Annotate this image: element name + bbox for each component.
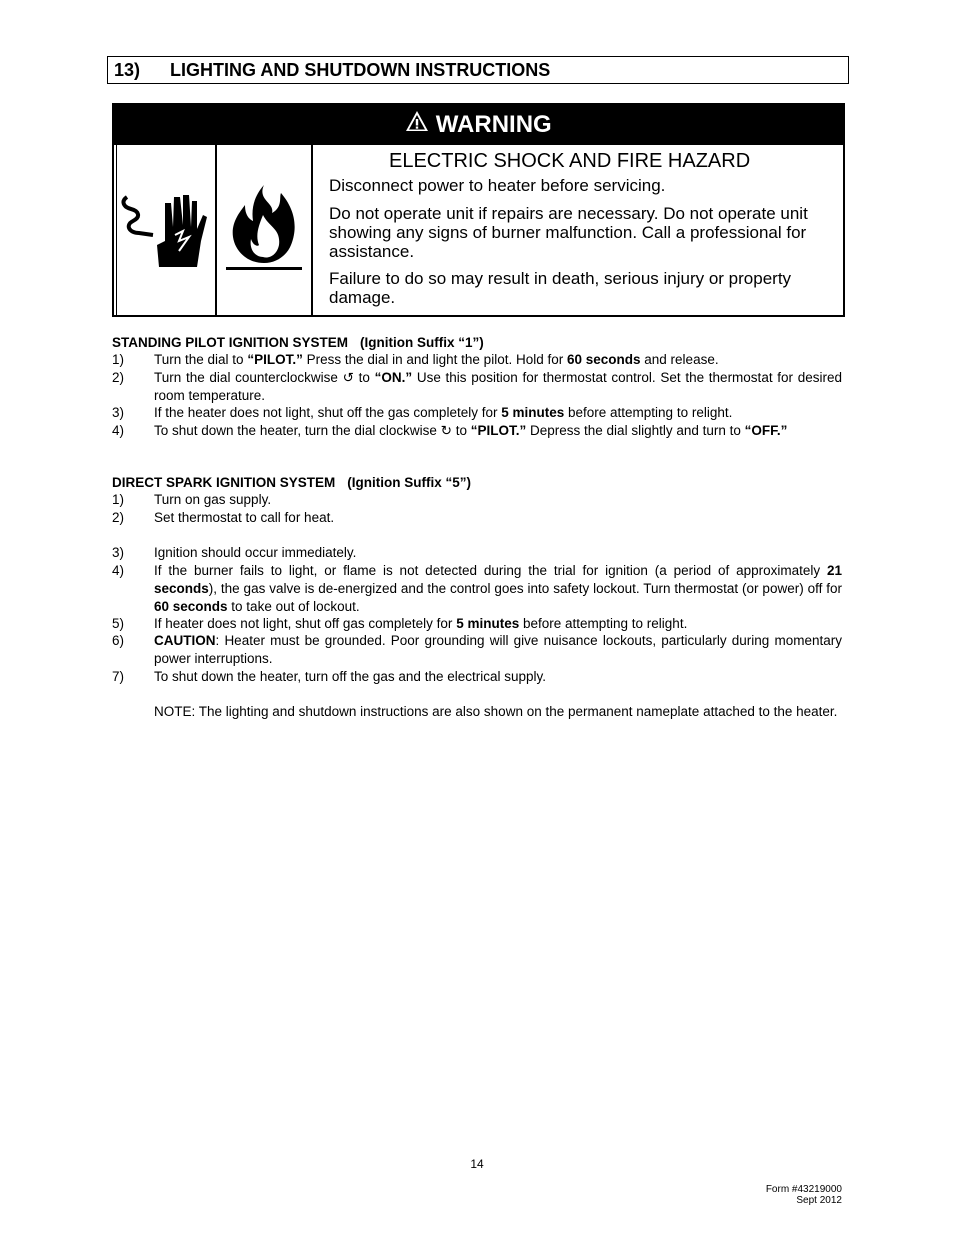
item-number: 6) [112, 633, 125, 648]
form-date: Sept 2012 [796, 1195, 842, 1206]
item-text: Turn the dial counterclockwise ↺ to “ON.” Use this position for thermostat control. Set the thermostat for desired room temperature. [154, 370, 843, 403]
item-text: If the burner fails to light, or flame is not detected during the trial for ignition (a period of approximately 21 seconds), the gas valve is de-energized and the control goes into safety lockout. Turn thermostat (or power) off for 60 seconds to take out of lockout. [154, 563, 842, 614]
item-text: Set thermostat to call for heat. [154, 510, 335, 525]
warning-text [314, 145, 843, 315]
warning-line-2: Do not operate unit if repairs are necessary. Do not operate unit showing any signs of burner malfunction. Call a professional for assistance. [329, 204, 808, 261]
item-text: To shut down the heater, turn off the gas and the electrical supply. [154, 669, 547, 684]
item-number: 4) [112, 423, 125, 438]
item-text: If heater does not light, shut off gas completely for 5 minutes before attempting to relight. [154, 616, 688, 631]
item-number: 3) [112, 405, 125, 420]
item-number: 1) [112, 492, 125, 507]
item-number: 2) [112, 510, 125, 525]
item-number: 5) [112, 616, 125, 631]
note-text: NOTE: The lighting and shutdown instructions are also shown on the permanent nameplate attached to the heater. [154, 704, 838, 719]
shock-icon-cell [116, 145, 217, 315]
warning-triangle-icon [405, 110, 429, 137]
standing-pilot-heading [112, 334, 484, 352]
item-number: 4) [112, 563, 125, 578]
standing-pilot-title: STANDING PILOT IGNITION SYSTEM [112, 335, 349, 350]
direct-spark-suffix: (Ignition Suffix “5”) [347, 475, 472, 490]
standing-pilot-suffix: (Ignition Suffix “1”) [360, 335, 484, 350]
fire-icon-cell [217, 145, 313, 315]
form-reference [766, 1184, 842, 1206]
direct-spark-heading [112, 474, 471, 492]
warning-box [112, 103, 845, 317]
form-number: Form #43219000 [765, 1184, 842, 1195]
fire-flame-icon [217, 145, 311, 313]
warning-line-3: Failure to do so may result in death, serious injury or property damage. [329, 269, 792, 307]
section-number: 13) [114, 60, 141, 80]
item-text: CAUTION: Heater must be grounded. Poor grounding will give nuisance lockouts, particularly during momentary power interruptions. [154, 633, 842, 666]
item-number: 3) [112, 545, 125, 560]
page-number: 14 [470, 1157, 484, 1171]
hazard-title: ELECTRIC SHOCK AND FIRE HAZARD [389, 150, 751, 172]
warning-word: WARNING [435, 111, 552, 138]
item-text: Turn the dial to “PILOT.” Press the dial in and light the pilot. Hold for 60 seconds and release. [154, 352, 719, 367]
section-title: LIGHTING AND SHUTDOWN INSTRUCTIONS [170, 60, 551, 80]
item-text: If the heater does not light, shut off the gas completely for 5 minutes before attempting to relight. [154, 405, 733, 420]
item-text: To shut down the heater, turn the dial clockwise ↻ to “PILOT.” Depress the dial slightly and turn to “OFF.” [154, 423, 788, 438]
warning-line-1: Disconnect power to heater before servicing. [329, 176, 666, 195]
item-number: 2) [112, 370, 125, 385]
item-text: Ignition should occur immediately. [154, 545, 357, 560]
item-number: 7) [112, 669, 125, 684]
electric-shock-hand-icon [117, 145, 215, 313]
item-text: Turn on gas supply. [154, 492, 272, 507]
section-header [107, 56, 849, 84]
item-number: 1) [112, 352, 125, 367]
direct-spark-title: DIRECT SPARK IGNITION SYSTEM [112, 475, 336, 490]
warning-header [114, 105, 843, 145]
